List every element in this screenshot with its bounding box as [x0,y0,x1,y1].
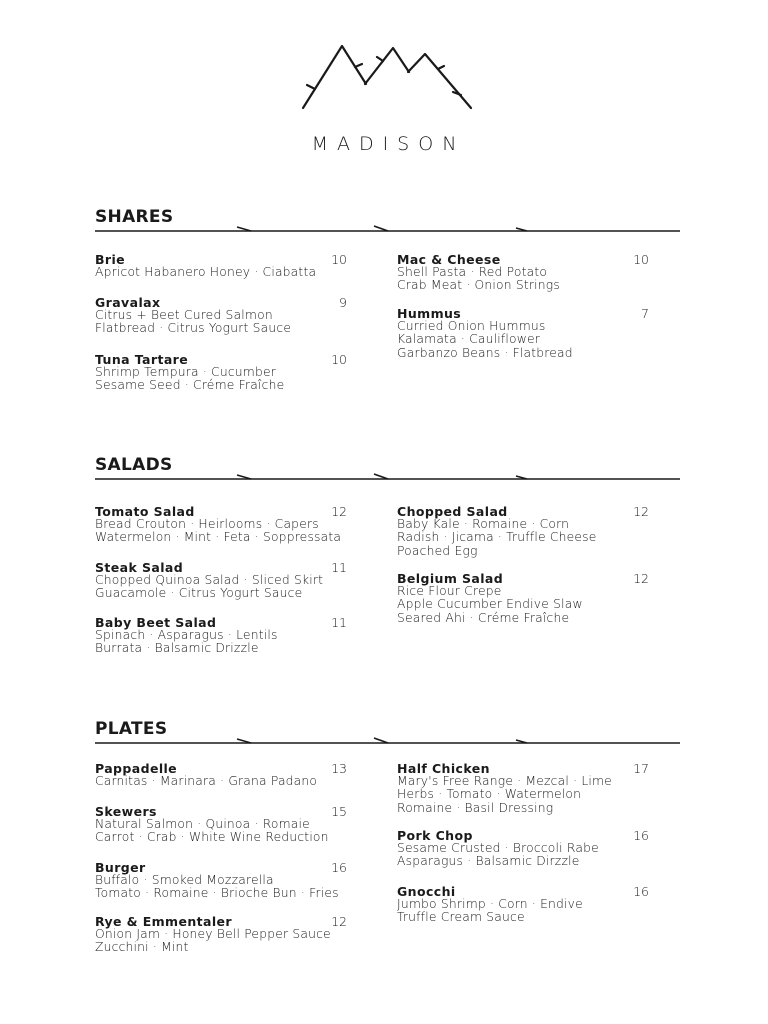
menu-item [397,253,649,293]
item-desc: Carnitas · Marinara · Grana Padano [95,774,318,788]
item-price: 12 [331,504,347,519]
item-desc: Jumbo Shrimp · Corn · Endive [397,897,583,911]
section-rule [95,735,680,749]
item-desc: Shrimp Tempura · Cucumber [95,365,276,379]
item-desc: Mary's Free Range · Mezcal · Lime [397,774,612,788]
item-name: Chopped Salad [397,504,508,519]
item-name: Mac & Cheese [397,252,501,267]
item-desc: Sesame Seed · Créme Fraîche [95,378,285,393]
menu-item [95,762,347,788]
item-price: 13 [331,761,347,776]
menu-item [397,829,649,869]
item-price: 16 [633,884,649,899]
item-name: Half Chicken [397,761,490,776]
item-desc: Spinach · Asparagus · Lentils [95,628,278,642]
item-price: 7 [641,306,649,321]
item-price: 12 [633,571,649,586]
menu-item [95,296,347,336]
item-desc: Rice Flour Crepe [397,584,502,598]
menu-item [397,307,649,360]
item-desc: Guacamole · Citrus Yogurt Sauce [95,586,303,601]
item-name: Tomato Salad [95,504,195,519]
item-desc: Poached Egg [397,543,478,558]
item-desc: Onion Jam · Honey Bell Pepper Sauce [95,927,331,941]
menu-item [397,572,649,625]
brand-name: MADISON [311,133,466,155]
item-name: Gnocchi [397,884,456,899]
item-name: Hummus [397,306,462,321]
menu-item [397,505,649,558]
mountain-peaks-logo-icon [299,40,475,112]
item-desc: Tomato · Romaine · Brioche Bun · Fries [95,886,339,901]
menu-item [95,353,347,393]
item-price: 10 [331,352,347,367]
item-desc: Chopped Quinoa Salad · Sliced Skirt [95,573,324,587]
item-name: Pappadelle [95,761,178,776]
item-price: 9 [339,295,347,310]
menu-item [397,762,649,815]
menu-item [95,253,347,279]
item-desc: Kalamata · Cauliflower [397,332,541,347]
item-price: 15 [331,804,347,819]
item-desc: Seared Ahi · Créme Fraîche [397,610,570,625]
item-name: Pork Chop [397,828,473,843]
item-desc: Burrata · Balsamic Drizzle [95,641,259,656]
item-desc: Curried Onion Hummus [397,319,546,333]
item-desc: Romaine · Basil Dressing [397,800,554,815]
item-name: Belgium Salad [397,571,504,586]
item-desc: Truffle Cream Sauce [397,910,525,925]
item-price: 17 [633,761,649,776]
item-name: Baby Beet Salad [95,615,217,630]
section-title-plates: PLATES [95,719,168,739]
item-desc: Asparagus · Balsamic Dirzzle [397,854,580,869]
item-price: 11 [331,560,347,575]
item-desc: Buffalo · Smoked Mozzarella [95,873,274,887]
item-price: 10 [633,252,649,267]
section-rule [95,471,680,485]
item-desc: Apple Cucumber Endive Slaw [397,597,583,612]
item-desc: Watermelon · Mint · Feta · Soppressata [95,530,342,545]
item-name: Tuna Tartare [95,352,189,367]
item-desc: Citrus + Beet Cured Salmon [95,308,273,322]
menu-item [95,616,347,656]
item-name: Burger [95,860,146,875]
item-desc: Crab Meat · Onion Strings [397,278,560,293]
menu-item [95,861,347,901]
item-name: Gravalax [95,295,161,310]
item-price: 12 [331,914,347,929]
section-title-salads: SALADS [95,455,173,475]
item-name: Rye & Emmentaler [95,914,232,929]
item-price: 10 [331,252,347,267]
item-desc: Baby Kale · Romaine · Corn [397,517,570,531]
item-desc: Shell Pasta · Red Potato [397,265,548,279]
item-desc: Garbanzo Beans · Flatbread [397,345,573,360]
item-name: Steak Salad [95,560,184,575]
item-price: 16 [331,860,347,875]
item-price: 12 [633,504,649,519]
menu-item [397,885,649,925]
item-desc: Zucchini · Mint [95,940,189,955]
item-desc: Radish · Jicama · Truffle Cheese [397,530,597,545]
item-desc: Apricot Habanero Honey · Ciabatta [95,265,317,279]
item-desc: Sesame Crusted · Broccoli Rabe [397,841,599,855]
item-price: 16 [633,828,649,843]
menu-item [95,561,347,601]
item-desc: Carrot · Crab · White Wine Reduction [95,830,329,845]
menu-item [95,915,347,955]
menu-item [95,805,347,845]
item-desc: Natural Salmon · Quinoa · Romaie [95,817,310,831]
section-rule [95,223,680,237]
item-name: Skewers [95,804,157,819]
menu-item [95,505,347,545]
item-desc: Flatbread · Citrus Yogurt Sauce [95,321,292,336]
item-desc: Bread Crouton · Heirlooms · Capers [95,517,319,531]
item-name: Brie [95,252,126,267]
section-title-shares: SHARES [95,207,174,227]
item-price: 11 [331,615,347,630]
item-desc: Herbs · Tomato · Watermelon [397,787,582,802]
